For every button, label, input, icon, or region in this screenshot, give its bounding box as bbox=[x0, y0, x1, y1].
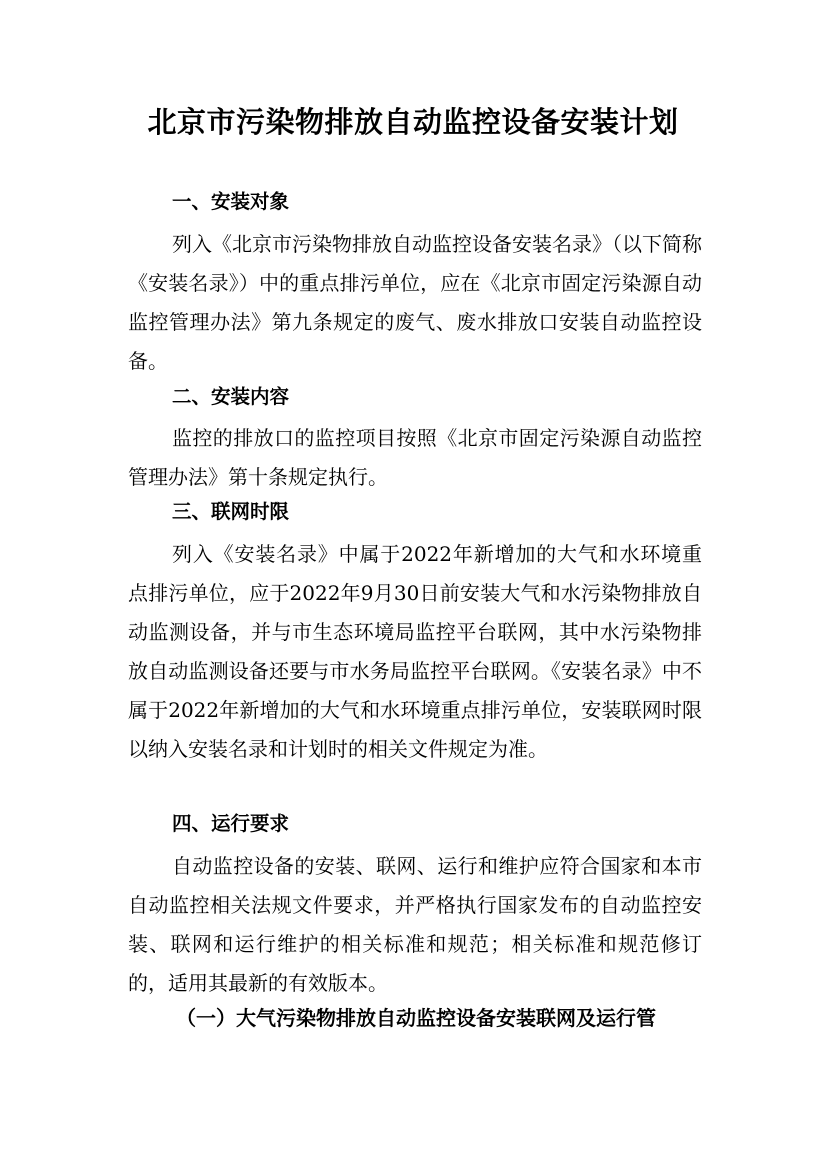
section-body-install-content: 监控的排放口的监控项目按照《北京市固定污染源自动监控管理办法》第十条规定执行。 bbox=[128, 426, 702, 489]
section-heading-install-content: 二、安装内容 bbox=[172, 385, 290, 408]
section-heading-network-deadline: 三、联网时限 bbox=[172, 500, 290, 523]
section-body-install-target: 列入《北京市污染物排放自动监控设备安装名录》（以下简称《安装名录》）中的重点排污单位，应在《北京市固定污染源自动监控管理办法》第九条规定的废气、废水排放口安装自动监控设备。 bbox=[128, 232, 702, 373]
section-body-operation-requirements: 自动监控设备的安装、联网、运行和维护应符合国家和本市自动监控相关法规文件要求，并严格执行国家发布的自动监控安装、联网和运行维护的相关标准和规范；相关标准和规范修订的，适用其最新的有效版本。 bbox=[128, 854, 702, 995]
section-heading-install-target: 一、安装对象 bbox=[172, 190, 290, 213]
section-body-network-deadline: 列入《安装名录》中属于2022年新增加的大气和水环境重点排污单位，应于2022年9月30日前安装大气和水污染物排放自动监测设备，并与市生态环境局监控平台联网，其中水污染物排放自动监测设备还要与市水务局监控平台联网。《安装名录》中不属于2022年新增加的大气和水环境重点排污单位，安装联网时限以纳入安装名录和计划时的相关文件规定为准。 bbox=[128, 542, 702, 761]
section-heading-operation-requirements: 四、运行要求 bbox=[172, 812, 290, 835]
document-title: 北京市污染物排放自动监控设备安装计划 bbox=[147, 105, 679, 139]
subsection-heading-air-pollutants: （一）大气污染物排放自动监控设备安装联网及运行管 bbox=[176, 1006, 656, 1030]
